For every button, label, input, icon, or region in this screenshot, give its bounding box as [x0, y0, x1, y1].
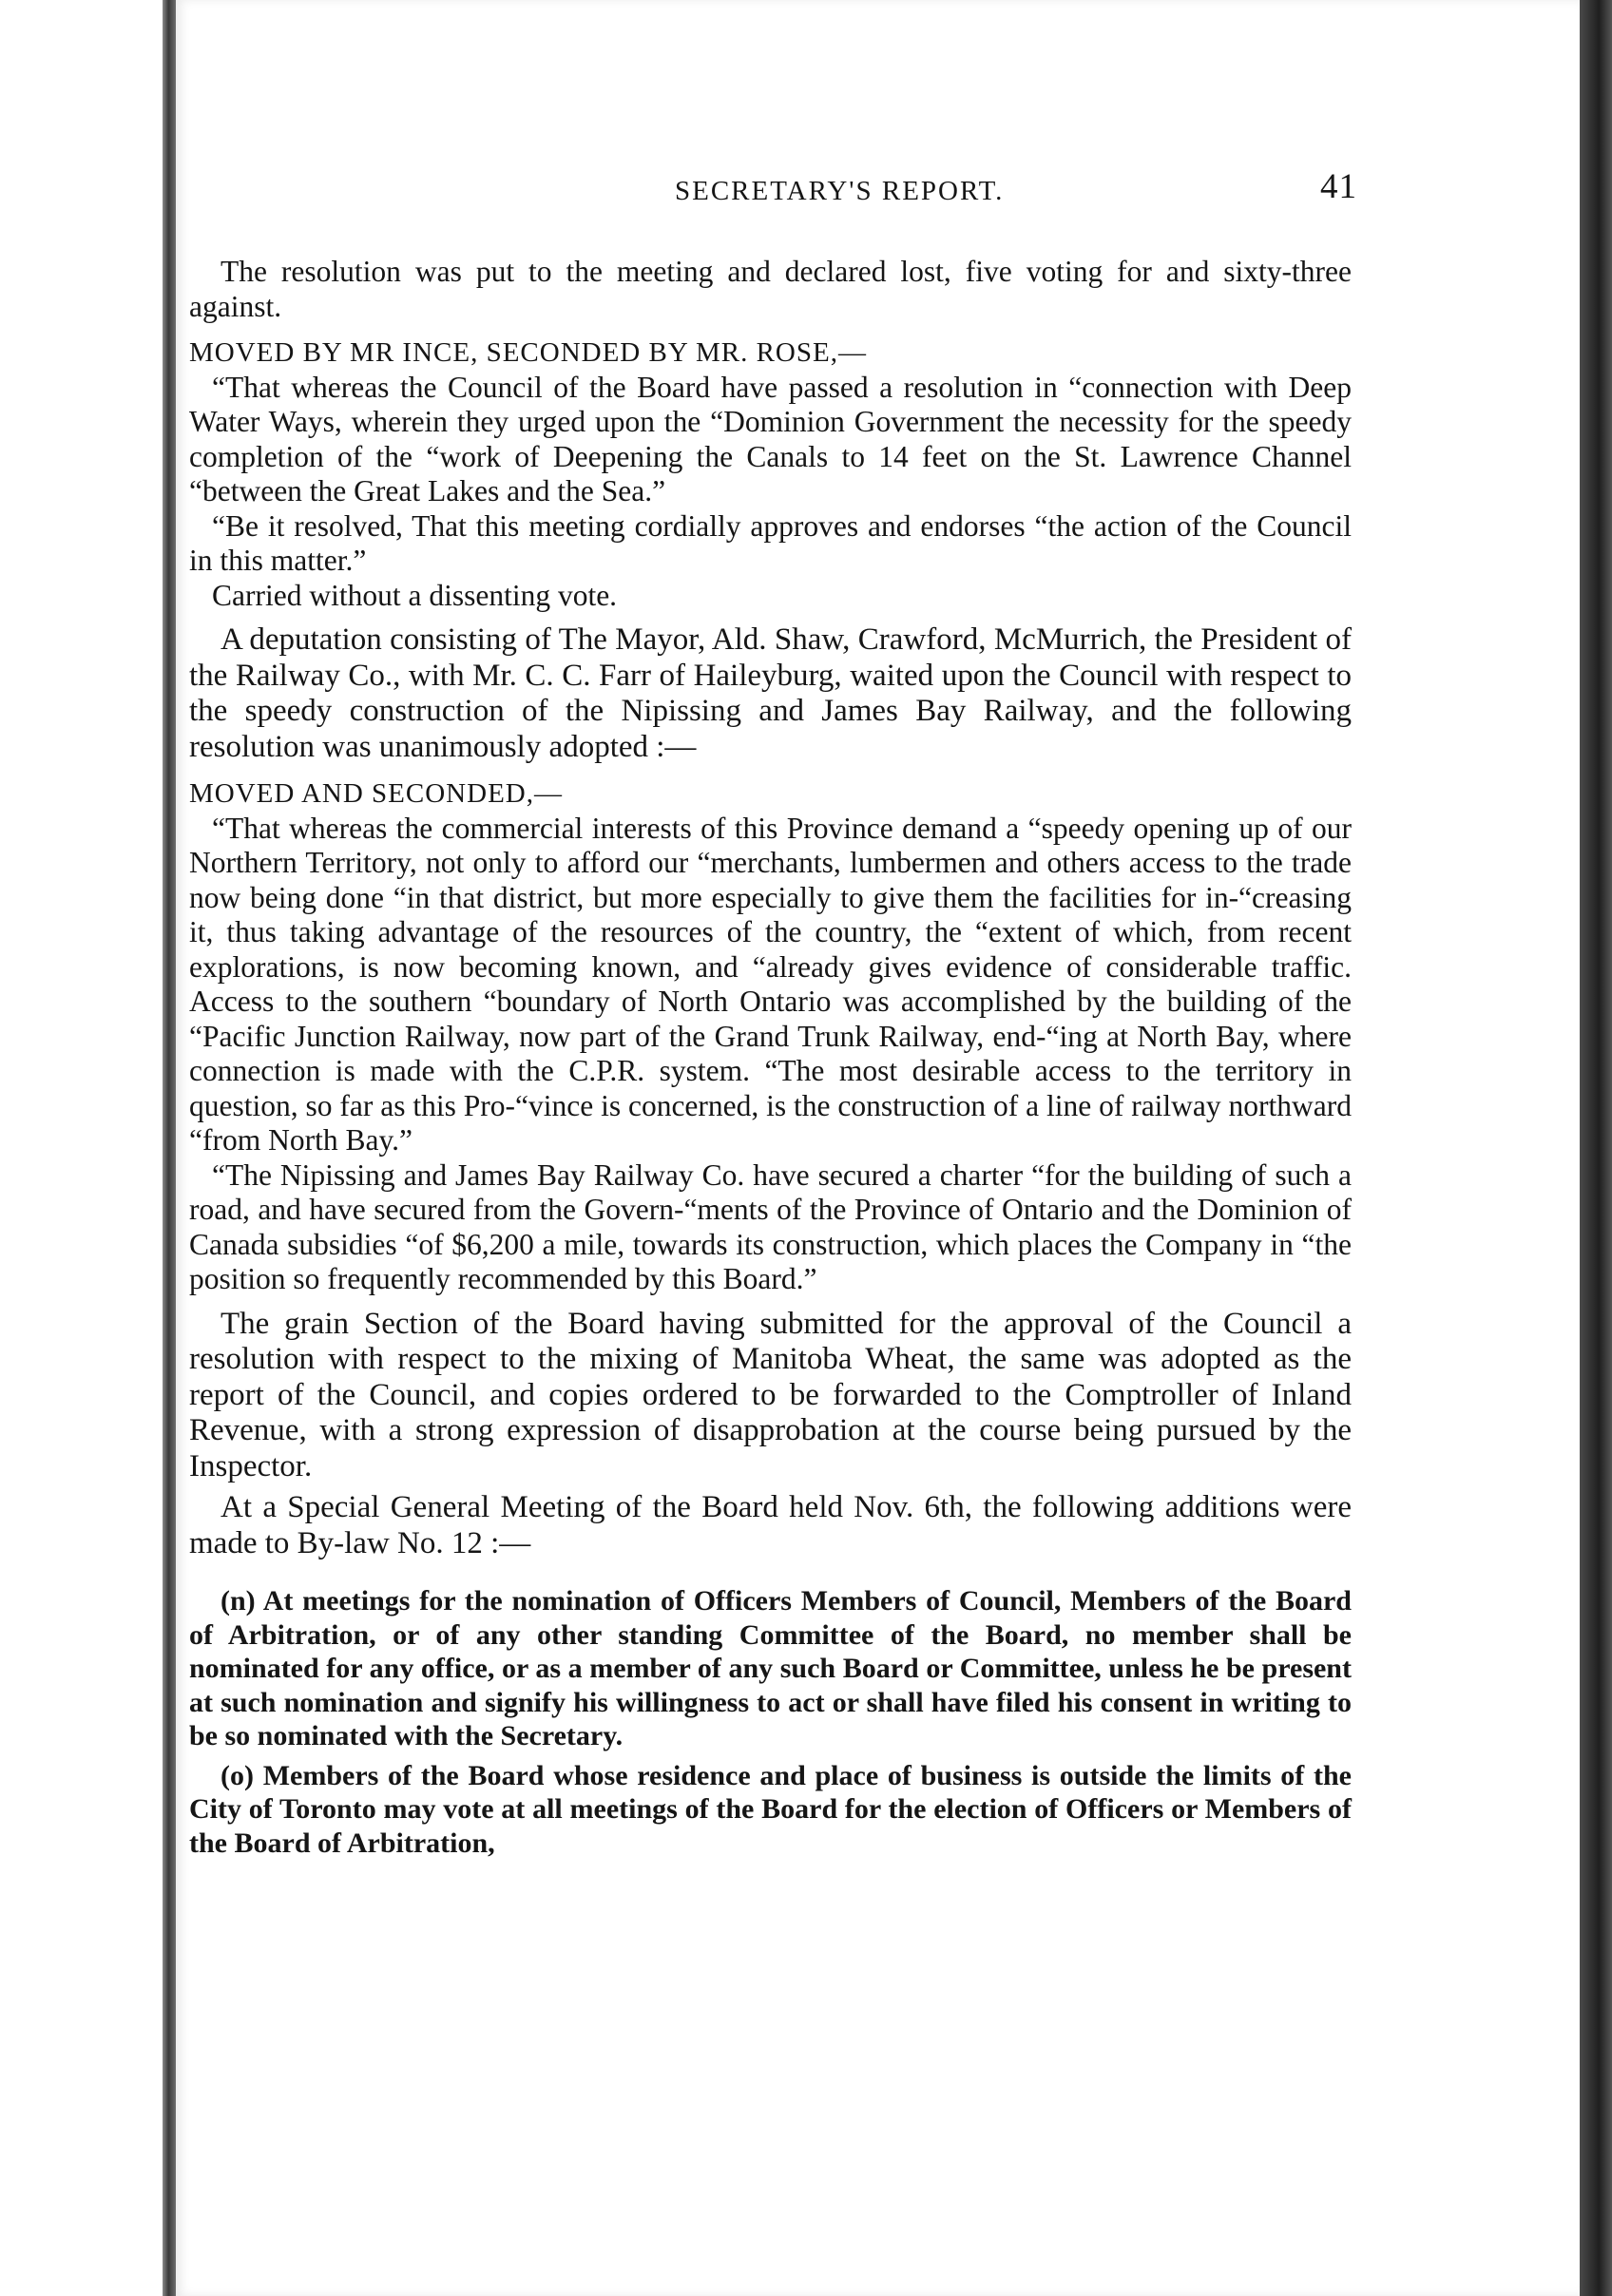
paragraph-grain-section: The grain Section of the Board having submitted for the approval of the Council a resolution with respect to the mixing of Manitoba Wheat, the same was adopted as the report of the Council, and copies ordered to be forwarded to the Comptroller of Inland Revenue, with a strong expression of disapprobation at the course being pursued by the Inspector. [189, 1306, 1352, 1483]
paragraph-carried: Carried without a dissenting vote. [212, 578, 618, 612]
paragraph-resolution-lost: The resolution was put to the meeting and declared lost, five voting for and sixty-three against. [189, 255, 1352, 323]
body-text [189, 255, 1352, 1860]
quote-nipissing-charter: “The Nipissing and James Bay Railway Co. have secured a charter “for the building of such a road, and have secured from the Govern-“ments of the Province of Ontario and the Dominion of Canada subsidies “of $6,200 a mile, towards its construction, which places the Company in “the position so frequently recommended by this Board.” [189, 1158, 1352, 1295]
paragraph-deputation: A deputation consisting of The Mayor, Ald. Shaw, Crawford, McMurrich, the President of the Railway Co., with Mr. C. C. Farr of Haileyburg, waited upon the Council with respect to the speedy construction of the Nipissing and James Bay Railway, and the following resolution was unanimously adopted :— [189, 622, 1352, 764]
quote-northern-territory: “That whereas the commercial interests of this Province demand a “speedy opening up of our Northern Territory, not only to afford our “merchants, lumbermen and others access to the trade now being done “in that district, but more especially to give them the facilities for in-“creasing it, thus taking advantage of the resources of the country, the “extent of which, from recent explorations, is now becoming known, and “already gives evidence of considerable traffic. Access to the southern “boundary of North Ontario was accomplished by the building of the “Pacific Junction Railway, now part of the Grand Trunk Railway, end-“ing at North Bay, where connection is made with the C.P.R. system. “The most desirable access to the territory in question, so far as this Pro-“vince is concerned, is the construction of a line of railway northward “from North Bay.” [189, 811, 1352, 1157]
binding-edge [163, 0, 176, 2296]
page-edge [1580, 0, 1612, 2296]
running-head-title: SECRETARY'S REPORT. [675, 176, 1005, 206]
bylaw-clause-o: (o) Members of the Board whose residence and place of business is outside the limits of the City of Toronto may vote at all meetings of the Board for the election of Officers or Members of the Board of Arbitration, [189, 1759, 1352, 1859]
paragraph-special-meeting: At a Special General Meeting of the Board held Nov. 6th, the following additions were made to By-law No. 12 :— [189, 1490, 1352, 1560]
quote-be-it-resolved: “Be it resolved, That this meeting cordially approves and endorses “the action of the Council in this matter.” [189, 508, 1352, 577]
left-margin [0, 0, 167, 2296]
motion-heading-moved-seconded: MOVED AND SECONDED,— [189, 778, 563, 809]
quote-deep-water-ways: “That whereas the Council of the Board have passed a resolution in “connection with Deep Water Ways, wherein they urged upon the “Dominion Government the necessity for the speedy completion of the “work of Deepening the Canals to 14 feet on the St. Lawrence Channel “between the Great Lakes and the Sea.” [189, 370, 1352, 507]
bylaw-clause-n: (n) At meetings for the nomination of Officers Members of Council, Members of the Board of Arbitration, or of any other standing Committee of the Board, no member shall be nominated for any office, or as a member of any such Board or Committee, unless he be present at such nomination and signify his willingness to act or shall have filed his consent in writing to be so nominated with the Secretary. [189, 1585, 1352, 1751]
page-number: 41 [1320, 167, 1357, 206]
motion-heading-ince: MOVED BY MR INCE, SECONDED BY MR. ROSE,— [189, 337, 867, 368]
